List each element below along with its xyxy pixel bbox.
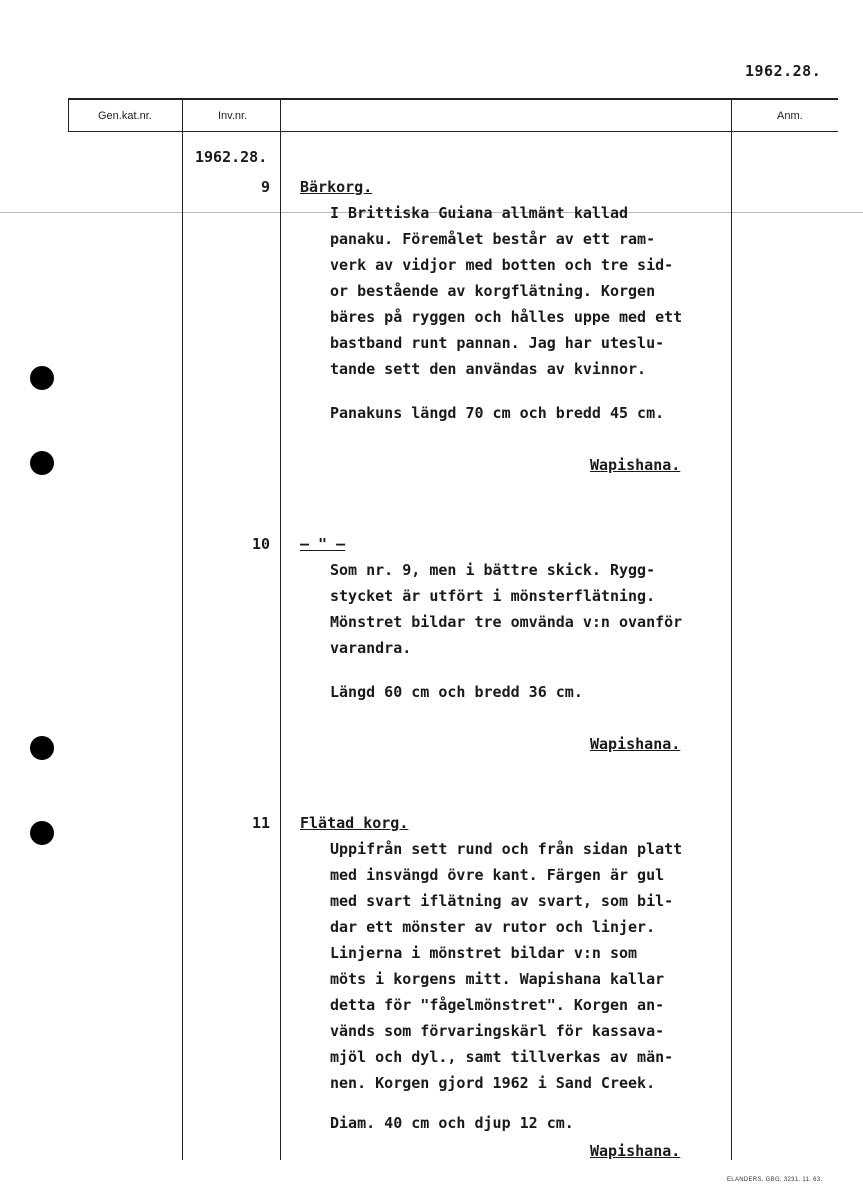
column-header-anm: Anm. [777, 110, 803, 122]
entry-text-line: Som nr. 9, men i bättre skick. Rygg- [330, 561, 656, 579]
entry-text-line: verk av vidjor med botten och tre sid- [330, 256, 674, 274]
entry-text-line: vänds som förvaringskärl för kassava- [330, 1022, 665, 1040]
entry-text-line: dar ett mönster av rutor och linjer. [330, 918, 656, 936]
column-header-gen-kat-nr: Gen.kat.nr. [98, 110, 152, 122]
entry-text-line: panaku. Föremålet består av ett ram- [330, 230, 656, 248]
entry-tribe: Wapishana. [590, 1142, 681, 1160]
inventory-series-number: 1962.28. [195, 148, 268, 166]
entry-heading: Flätad korg. [300, 814, 409, 832]
entry-text-line: bäres på ryggen och hålles uppe med ett [330, 308, 683, 326]
entry-text-line: bastband runt pannan. Jag har uteslu- [330, 334, 665, 352]
entry-number: 10 [251, 535, 270, 553]
entry-text-line: Mönstret bildar tre omvända v:n ovanför [330, 613, 683, 631]
entry-text-line: nen. Korgen gjord 1962 i Sand Creek. [330, 1074, 656, 1092]
entry-text-line: möts i korgens mitt. Wapishana kallar [330, 970, 665, 988]
entry-text-line: stycket är utfört i mönsterflätning. [330, 587, 656, 605]
entry-text-line: Uppifrån sett rund och från sidan platt [330, 840, 683, 858]
entry-text-line: detta för "fågelmönstret". Korgen an- [330, 996, 665, 1014]
entry-text-line: varandra. [330, 639, 412, 657]
entry-text-line: I Brittiska Guiana allmänt kallad [330, 204, 629, 222]
entry-measurement: Diam. 40 cm och djup 12 cm. [330, 1114, 574, 1132]
entry-tribe: Wapishana. [590, 456, 681, 474]
entry-text-line: or bestående av korgflätning. Korgen [330, 282, 656, 300]
entry-text-line: tande sett den användas av kvinnor. [330, 360, 647, 378]
entry-text-line: med insvängd övre kant. Färgen är gul [330, 866, 665, 884]
entry-text-line: med svart iflätning av svart, som bil- [330, 892, 674, 910]
printer-imprint: ELANDERS. GBG. 3231. 11. 63. [727, 1177, 823, 1183]
entry-measurement: Längd 60 cm och bredd 36 cm. [330, 683, 583, 701]
entry-tribe: Wapishana. [590, 735, 681, 753]
page-number: 1962.28. [745, 62, 822, 80]
column-header-inv-nr: Inv.nr. [218, 110, 248, 122]
entry-number: 11 [251, 814, 270, 832]
entry-number: 9 [260, 178, 270, 196]
entry-heading: Bärkorg. [300, 178, 373, 196]
entry-measurement: Panakuns längd 70 cm och bredd 45 cm. [330, 404, 665, 422]
entry-text-line: Linjerna i mönstret bildar v:n som [330, 944, 638, 962]
entry-heading: – " – [300, 535, 346, 553]
entry-text-line: mjöl och dyl., samt tillverkas av män- [330, 1048, 674, 1066]
